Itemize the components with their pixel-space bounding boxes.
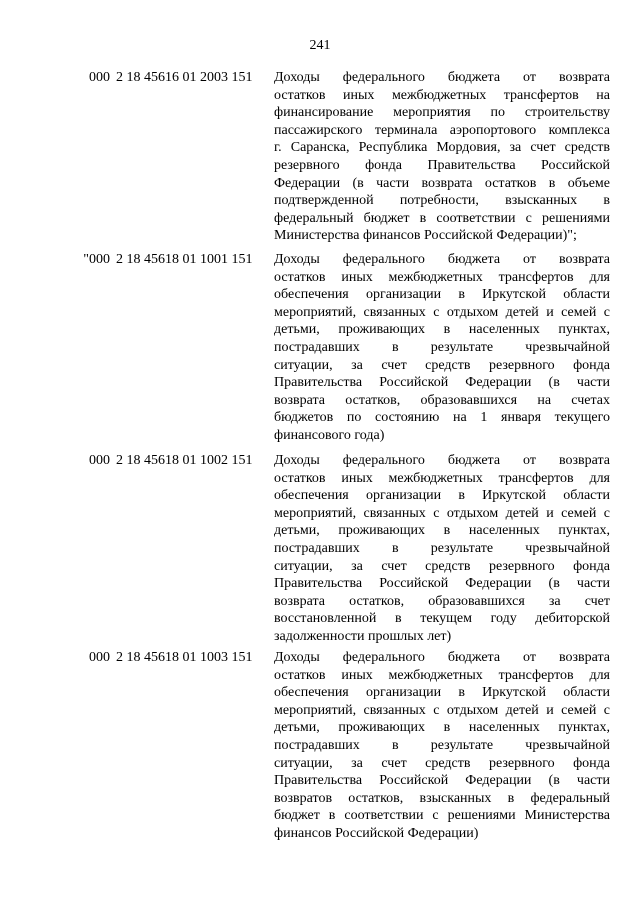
description-line: мероприятий, связанных с отдыхом детей и семей с <box>274 304 610 320</box>
description-line: Доходы федерального бюджета от возврата <box>274 70 610 85</box>
row-prefix-code: 000 <box>89 453 110 468</box>
description-line: остатков иных межбюджетных трансфертов для <box>274 667 610 683</box>
description-line: финансирование мероприятия по строительству <box>274 105 610 121</box>
description-line: Правительства Российской Федерации (в части <box>274 375 610 391</box>
description-line: обеспечения организации в Иркутской области <box>274 488 610 504</box>
description-line: Доходы федерального бюджета от возврата <box>274 650 610 665</box>
description-line: финансов Российской Федерации) <box>274 825 479 841</box>
description-line: мероприятий, связанных с отдыхом детей и семей с <box>274 702 610 718</box>
description-line: возвратов остатков, взысканных в федеральный <box>274 790 610 806</box>
description-line: пострадавших в результате чрезвычайной <box>274 737 610 753</box>
budget-classification-code: 2 18 45618 01 1002 151 <box>116 453 253 468</box>
description-line: г. Саранска, Республика Мордовия, за счет средств <box>274 140 610 156</box>
description-line: пассажирского терминала аэропортового комплекса <box>274 122 610 138</box>
description-line: обеспечения организации в Иркутской области <box>274 287 610 303</box>
description-line: Правительства Российской Федерации (в части <box>274 773 610 789</box>
description-line: восстановленной в текущем году дебиторской <box>274 611 610 627</box>
description-line: ситуации, за счет средств резервного фонда <box>274 755 610 771</box>
description-line: пострадавших в результате чрезвычайной <box>274 339 610 355</box>
budget-classification-code: 2 18 45616 01 2003 151 <box>116 70 253 85</box>
row-description <box>274 69 610 245</box>
row-description <box>274 452 610 646</box>
description-line: Доходы федерального бюджета от возврата <box>274 252 610 267</box>
budget-classification-code: 2 18 45618 01 1001 151 <box>116 252 253 267</box>
page-number: 241 <box>309 38 331 53</box>
description-line: детьми, проживающих в населенных пунктах, <box>274 720 610 736</box>
description-line: детьми, проживающих в населенных пунктах, <box>274 523 610 539</box>
row-description <box>274 251 610 445</box>
description-line: остатков иных межбюджетных трансфертов на <box>274 87 610 103</box>
budget-classification-code: 2 18 45618 01 1003 151 <box>116 650 253 665</box>
description-line: финансового года) <box>274 427 385 443</box>
description-line: мероприятий, связанных с отдыхом детей и семей с <box>274 505 610 521</box>
row-prefix-code: 000 <box>89 70 110 85</box>
row-description <box>274 649 610 843</box>
description-line: ситуации, за счет средств резервного фонда <box>274 357 610 373</box>
description-line: ситуации, за счет средств резервного фонда <box>274 558 610 574</box>
description-line: остатков иных межбюджетных трансфертов для <box>274 470 610 486</box>
description-line: детьми, проживающих в населенных пунктах, <box>274 322 610 338</box>
description-line: бюджетов по состоянию на 1 января текущего <box>274 410 610 426</box>
description-line: Правительства Российской Федерации (в части <box>274 576 610 592</box>
description-line: обеспечения организации в Иркутской области <box>274 685 610 701</box>
description-line: федеральный бюджет в соответствии с решениями <box>274 210 610 226</box>
description-line: остатков иных межбюджетных трансфертов для <box>274 269 610 285</box>
description-line: подтвержденной потребности, взысканных в <box>274 193 610 209</box>
description-line: Федерации (в части возврата остатков в объеме <box>274 175 610 191</box>
description-line: пострадавших в результате чрезвычайной <box>274 540 610 556</box>
row-prefix-code: 000 <box>89 650 110 665</box>
row-prefix-code: "000 <box>83 252 110 267</box>
description-line: возврата остатков, образовавшихся на счетах <box>274 392 610 408</box>
description-line: Министерства финансов Российской Федерации)"; <box>274 228 577 244</box>
description-line: резервного фонда Правительства Российской <box>274 157 610 173</box>
description-line: возврата остатков, образовавшихся за счет <box>274 593 610 609</box>
description-line: Доходы федерального бюджета от возврата <box>274 453 610 468</box>
description-line: бюджет в соответствии с решениями Министерства <box>274 808 610 824</box>
description-line: задолженности прошлых лет) <box>274 628 452 644</box>
